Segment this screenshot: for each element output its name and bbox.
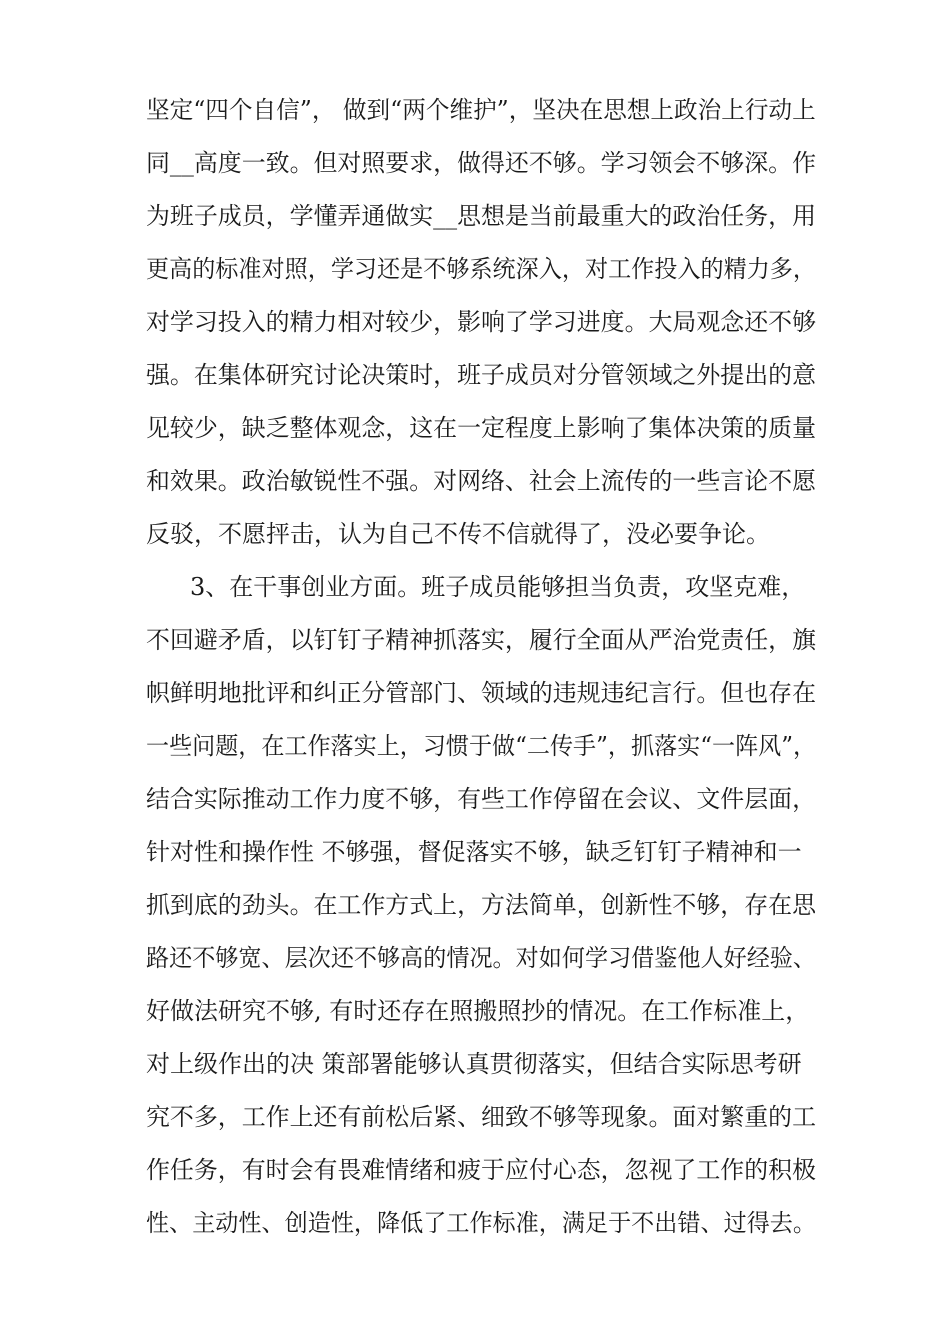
text-line-14: 结合实际推动工作力度不够，有些工作停留在会议、文件层面， [146,785,816,813]
text-line-6: 强。在集体研究讨论决策时，班子成员对分管领域之外提出的意 [146,361,816,389]
paragraph-3-first-line: 3、在干事创业方面。班子成员能够担当负责，攻坚克难， [190,573,806,601]
text-line-21: 作任务，有时会有畏难情绪和疲于应付心态，忽视了工作的积极 [146,1156,816,1184]
text-line-1: 坚定“四个自信”， 做到“两个维护”，坚决在思想上政治上行动上 [146,96,816,124]
text-line-9: 反驳，不愿抨击，认为自己不传不信就得了，没必要争论。 [146,520,770,548]
text-line-17: 路还不够宽、层次还不够高的情况。对如何学习借鉴他人好经验、 [146,944,816,972]
text-line-8: 和效果。政治敏锐性不强。对网络、社会上流传的一些言论不愿 [146,467,816,495]
text-line-12: 帜鲜明地批评和纠正分管部门、领域的违规违纪言行。但也存在 [146,679,816,707]
text-line-20: 究不多，工作上还有前松后紧、细致不够等现象。面对繁重的工 [146,1103,816,1131]
text-line-5: 对学习投入的精力相对较少，影响了学习进度。大局观念还不够 [146,308,816,336]
text-line-11: 不回避矛盾，以钉钉子精神抓落实，履行全面从严治党责任，旗 [146,626,816,654]
text-line-2: 同__高度一致。但对照要求，做得还不够。学习领会不够深。作 [146,149,816,177]
text-line-7: 见较少，缺乏整体观念，这在一定程度上影响了集体决策的质量 [146,414,816,442]
text-line-19: 对上级作出的决 策部署能够认真贯彻落实，但结合实际思考研 [146,1050,802,1078]
text-line-3: 为班子成员，学懂弄通做实__思想是当前最重大的政治任务，用 [146,202,816,230]
text-line-18: 好做法研究不够, 有时还存在照搬照抄的情况。在工作标准上， [146,997,810,1025]
text-line-13: 一些问题，在工作落实上，习惯于做“二传手”，抓落实“一阵风”， [146,732,817,760]
text-line-15: 针对性和操作性 不够强，督促落实不够，缺乏钉钉子精神和一 [146,838,802,866]
text-line-22: 性、主动性、创造性，降低了工作标准，满足于不出错、过得去。 [146,1209,816,1237]
text-line-16: 抓到底的劲头。在工作方式上，方法简单，创新性不够，存在思 [146,891,816,919]
text-line-4: 更高的标准对照，学习还是不够系统深入，对工作投入的精力多， [146,255,816,283]
